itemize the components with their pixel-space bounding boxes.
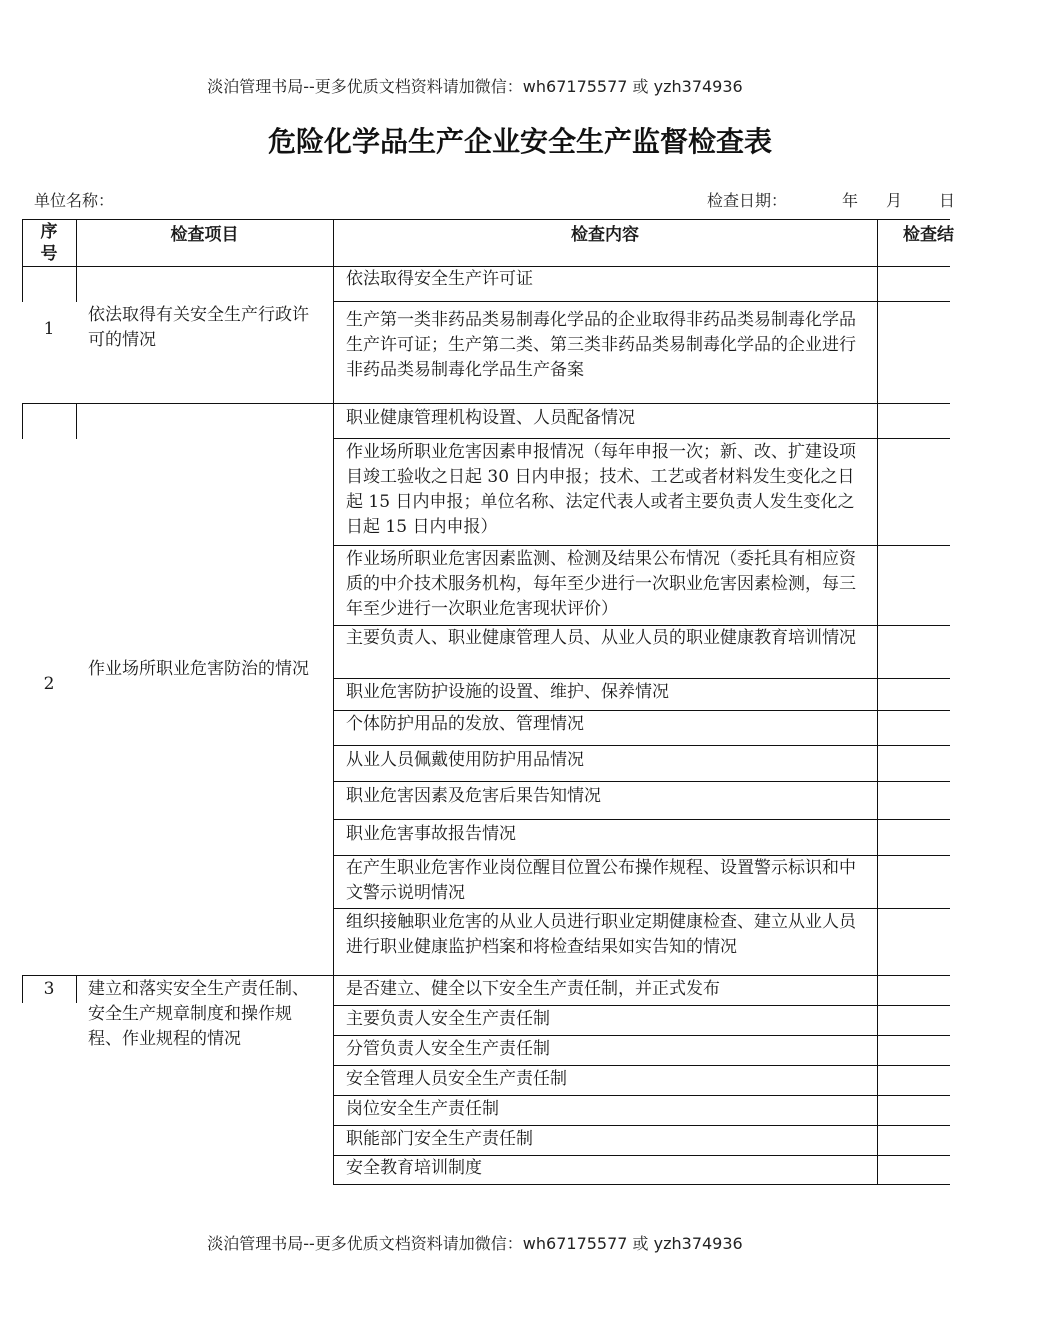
section-1-item: 依法取得有关安全生产行政许可的情况 — [88, 305, 309, 350]
section-3-row-5: 岗位安全生产责任制 — [346, 1099, 499, 1119]
table-rule — [22, 403, 950, 404]
table-rule — [333, 1065, 950, 1066]
section-2-row-11: 组织接触职业危害的从业人员进行职业定期健康检查、建立从业人员进行职业健康监护档案和将检查结果如实告知的情况 — [346, 912, 856, 957]
footer-watermark: 淡泊管理书局--更多优质文档资料请加微信：wh67175577 或 yzh374936 — [207, 1234, 743, 1253]
section-3-row-4: 安全管理人员安全生产责任制 — [346, 1069, 567, 1089]
section-3-row-7: 安全教育培训制度 — [346, 1158, 482, 1178]
section-2-row-9: 职业危害事故报告情况 — [346, 824, 516, 844]
section-2-row-3: 作业场所职业危害因素监测、检测及结果公布情况（委托具有相应资质的中介技术服务机构，每年至少进行一次职业危害因素检测，每三年至少进行一次职业危害现状评价） — [346, 549, 856, 619]
header-num — [22, 221, 76, 265]
section-2-row-2: 作业场所职业危害因素申报情况（每年申报一次；新、改、扩建设项目竣工验收之日起 30 日内申报；技术、工艺或者材料发生变化之日起 15 日内申报；单位名称、法定代表人或者主要负责人发生变化之日起 15 日内申报） — [346, 442, 856, 537]
section-3-row-2: 主要负责人安全生产责任制 — [346, 1009, 550, 1029]
section-3-row-3: 分管负责人安全生产责任制 — [346, 1039, 550, 1059]
table-rule — [333, 1125, 950, 1126]
table-rule — [333, 301, 950, 302]
table-rule — [333, 745, 950, 746]
header-result: 检查结 — [903, 225, 954, 245]
table-rule — [333, 781, 950, 782]
section-2-item: 作业场所职业危害防治的情况 — [88, 659, 309, 679]
table-rule — [333, 819, 950, 820]
section-1-row-1: 依法取得安全生产许可证 — [346, 269, 533, 289]
inspection-date-label: 检查日期： — [707, 191, 788, 210]
page-title: 危险化学品生产企业安全生产监督检查表 — [267, 125, 772, 158]
table-rule — [22, 266, 23, 302]
table-rule — [76, 403, 77, 439]
section-2-row-6: 个体防护用品的发放、管理情况 — [346, 714, 584, 734]
section-1-num: 1 — [43, 319, 55, 339]
header-watermark: 淡泊管理书局--更多优质文档资料请加微信：wh67175577 或 yzh374936 — [207, 77, 743, 96]
table-rule — [333, 545, 950, 546]
section-3-row-6: 职能部门安全生产责任制 — [346, 1129, 533, 1149]
table-rule — [22, 975, 950, 976]
section-3-num: 3 — [43, 979, 55, 999]
date-month-label: 月 — [886, 191, 903, 210]
table-rule — [333, 1184, 950, 1185]
table-rule — [877, 219, 878, 1185]
section-2-row-7: 从业人员佩戴使用防护用品情况 — [346, 750, 584, 770]
table-rule — [333, 1005, 950, 1006]
section-2-row-10: 在产生职业危害作业岗位醒目位置公布操作规程、设置警示标识和中文警示说明情况 — [346, 858, 856, 903]
header-num-text: 序号 — [40, 222, 58, 264]
table-rule — [333, 219, 334, 1185]
header-content: 检查内容 — [571, 225, 639, 245]
section-1-row-2: 生产第一类非药品类易制毒化学品的企业取得非药品类易制毒化学品生产许可证；生产第二类、第三类非药品类易制毒化学品的企业进行非药品类易制毒化学品生产备案 — [346, 310, 856, 380]
table-rule — [333, 1095, 950, 1096]
table-rule — [333, 1035, 950, 1036]
section-2-row-8: 职业危害因素及危害后果告知情况 — [346, 786, 601, 806]
table-rule — [333, 438, 950, 439]
section-3-item: 建立和落实安全生产责任制、安全生产规章制度和操作规程、作业规程的情况 — [88, 979, 309, 1049]
table-rule — [22, 219, 950, 220]
date-year-label: 年 — [842, 191, 859, 210]
section-3-row-1: 是否建立、健全以下安全生产责任制，并正式发布 — [346, 979, 720, 999]
table-rule — [76, 266, 77, 302]
table-rule — [76, 975, 77, 1003]
section-2-row-4: 主要负责人、职业健康管理人员、从业人员的职业健康教育培训情况 — [346, 628, 856, 648]
table-rule — [333, 908, 950, 909]
section-2-row-1: 职业健康管理机构设置、人员配备情况 — [346, 408, 635, 428]
table-rule — [333, 678, 950, 679]
section-2-num: 2 — [43, 674, 55, 694]
table-rule — [333, 710, 950, 711]
date-day-label: 日 — [939, 191, 956, 210]
header-item: 检查项目 — [170, 225, 239, 245]
table-rule — [22, 403, 23, 439]
section-2-row-5: 职业危害防护设施的设置、维护、保养情况 — [346, 682, 669, 702]
unit-name-label: 单位名称： — [34, 191, 115, 210]
